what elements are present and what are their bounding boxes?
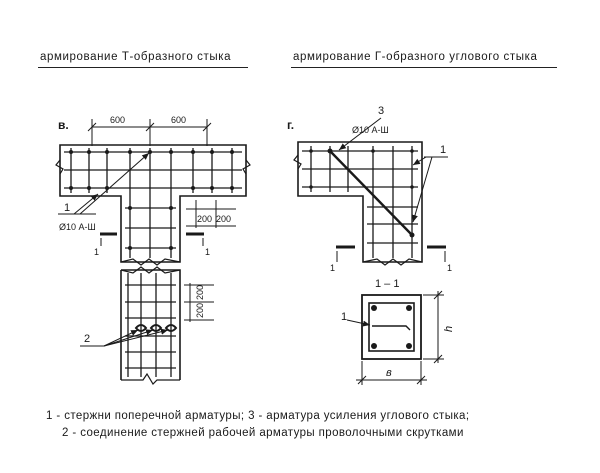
t-joint-leader-1a: [74, 194, 98, 214]
t-section-mark-left: 1: [94, 247, 100, 257]
dim-600-left: 600: [110, 115, 126, 125]
t-joint-leader-2c: [104, 330, 168, 346]
dim-200-c: 200: [195, 284, 205, 300]
title-t-joint: армирование Т-образного стыка: [40, 51, 232, 63]
section-1-1-outline: [362, 295, 421, 359]
t-joint-label: в.: [58, 118, 69, 132]
l-section-mark-right: 1: [447, 263, 453, 273]
t-joint-section-cut: [100, 234, 204, 246]
t-joint-drawing: [56, 115, 250, 384]
l-joint-label: г.: [287, 118, 295, 132]
dim-b: в: [386, 367, 392, 379]
dim-h: h: [443, 325, 455, 332]
t-joint-callout-2: 2: [84, 333, 91, 345]
l-joint-callout-1: 1: [440, 144, 447, 156]
t-section-mark-right: 1: [205, 247, 211, 257]
l-joint-horizontal-bars: [302, 151, 418, 243]
corner-reinforcement-bar: [330, 151, 412, 235]
t-joint-outline: [60, 145, 246, 262]
t-joint-bar-spec: Ø10 А-Ш: [59, 222, 96, 232]
l-joint-outline: [298, 142, 422, 262]
section-1-1-leader: [347, 320, 370, 325]
t-joint-callout-1: 1: [64, 202, 71, 214]
legend-line-1: 1 - стержни поперечной арматуры; 3 - арматура усиления углового стыка;: [46, 410, 470, 422]
l-section-mark-left: 1: [330, 263, 336, 273]
dim-600-right: 600: [171, 115, 187, 125]
t-joint-top-dimensions: [88, 119, 211, 146]
dim-200-a: 200: [197, 214, 213, 224]
t-joint-leader-1b: [80, 153, 149, 214]
l-joint-callout-3: 3: [378, 105, 385, 117]
section-1-1-title: 1 – 1: [375, 278, 400, 290]
section-1-1-callout: 1: [341, 311, 348, 323]
dim-200-b: 200: [216, 214, 232, 224]
legend-line-2: 2 - соединение стержней рабочей арматуры проволочными скрутками: [62, 427, 464, 439]
section-1-1-bars: [371, 305, 412, 349]
t-joint-vertical-bars: [71, 148, 232, 258]
section-1-1-tie: [372, 326, 410, 330]
dim-200-d: 200: [195, 302, 205, 318]
l-joint-bar-spec: Ø10 А-Ш: [352, 125, 389, 135]
l-joint-vertical-bars: [311, 146, 412, 258]
title-l-joint: армирование Г-образного углового стыка: [293, 51, 538, 63]
t-joint-bar-nodes: [69, 150, 234, 250]
l-joint-drawing: [287, 105, 455, 385]
l-joint-leader-1a: [413, 157, 426, 165]
